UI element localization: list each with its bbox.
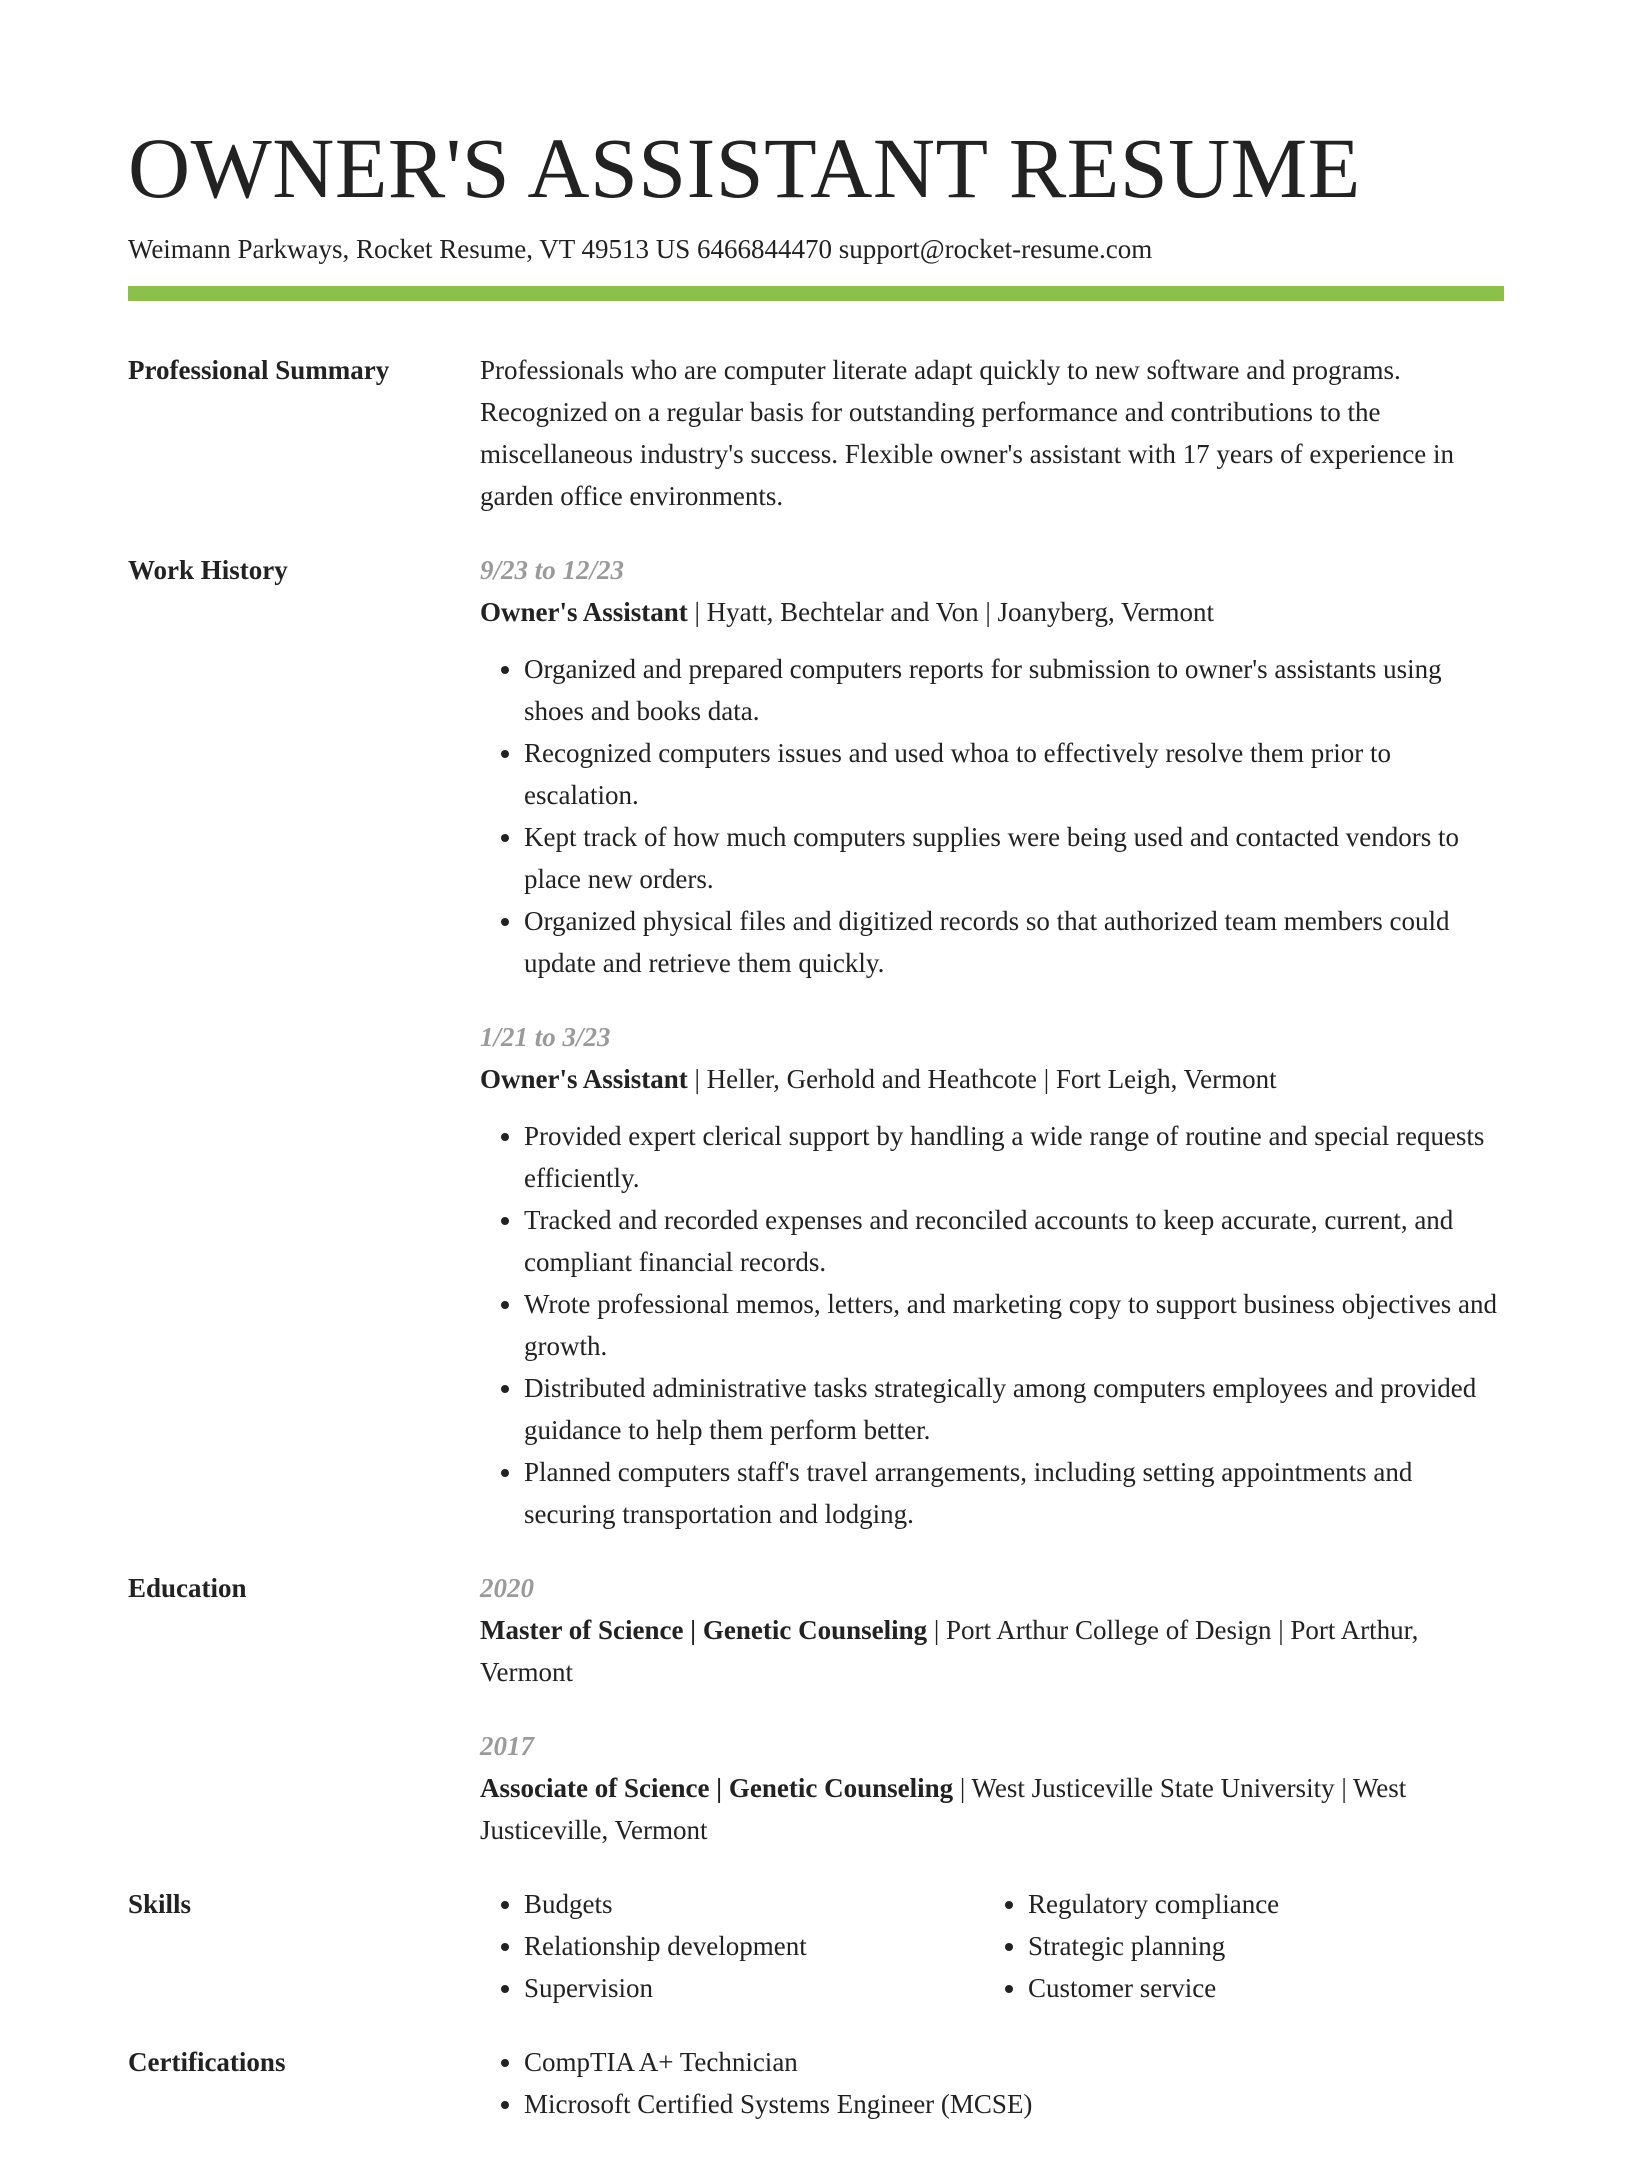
job-bullet: • Tracked and recorded expenses and reconciled accounts to keep accurate, current, and compliant financial records.: [524, 1199, 1504, 1283]
education-body: [480, 1567, 1504, 1851]
job-entry: [480, 549, 1504, 984]
skills-grid: [480, 1883, 1504, 2009]
job-dates: 9/23 to 12/23: [480, 555, 625, 585]
certifications-body: [480, 2041, 1504, 2125]
section-skills: [128, 1883, 1504, 2009]
section-label-certifications: Certifications: [128, 2047, 286, 2077]
certification-item: • Microsoft Certified Systems Engineer (MCSE): [524, 2083, 1504, 2125]
certification-item: • CompTIA A+ Technician: [524, 2041, 1504, 2083]
education-year: 2017: [480, 1731, 534, 1761]
job-details: | Hyatt, Bechtelar and Von | Joanyberg, Vermont: [687, 597, 1215, 627]
skills-body: [480, 1883, 1504, 2009]
resume-content: [128, 349, 1504, 2157]
education-degree: Master of Science | Genetic Counseling: [480, 1615, 928, 1645]
skills-column-right: [984, 1883, 1484, 2009]
skill-item: • Strategic planning: [1028, 1925, 1484, 1967]
job-bullet: • Kept track of how much computers supplies were being used and contacted vendors to place new orders.: [524, 816, 1504, 900]
summary-body: [480, 349, 1504, 517]
education-entry: [480, 1567, 1504, 1693]
section-certifications: [128, 2041, 1504, 2125]
skill-item: • Supervision: [524, 1967, 984, 2009]
job-entry: [480, 1016, 1504, 1535]
skill-item: • Customer service: [1028, 1967, 1484, 2009]
job-bullet: • Wrote professional memos, letters, and marketing copy to support business objectives and growth.: [524, 1283, 1504, 1367]
job-bullet: • Recognized computers issues and used whoa to effectively resolve them prior to escalation.: [524, 732, 1504, 816]
education-heading: [480, 1609, 1504, 1693]
section-label-work: Work History: [128, 555, 288, 585]
section-label-summary: Professional Summary: [128, 355, 390, 385]
skill-item: • Regulatory compliance: [1028, 1883, 1484, 1925]
job-dates: 1/21 to 3/23: [480, 1022, 611, 1052]
summary-text: Professionals who are computer literate adapt quickly to new software and programs. Recognized on a regular basis for outstanding performance and contributions to the miscellaneous industry's success. Flexible owner's assistant with 17 years of experience in garden office environments.: [480, 355, 1455, 511]
education-heading: [480, 1767, 1504, 1851]
certification-list: [480, 2041, 1504, 2125]
skill-item: • Budgets: [524, 1883, 984, 1925]
work-body: [480, 549, 1504, 1535]
education-entry: [480, 1725, 1504, 1851]
job-details: | Heller, Gerhold and Heathcote | Fort Leigh, Vermont: [687, 1064, 1277, 1094]
section-label-education: Education: [128, 1573, 247, 1603]
job-bullet: • Distributed administrative tasks strategically among computers employees and provided guidance to help them perform better.: [524, 1367, 1504, 1451]
job-heading: [480, 591, 1504, 633]
skill-item: • Relationship development: [524, 1925, 984, 1967]
education-year: 2020: [480, 1573, 534, 1603]
education-degree: Associate of Science | Genetic Counseling: [480, 1773, 954, 1803]
resume-title: OWNER'S ASSISTANT RESUME: [128, 120, 1361, 216]
accent-divider: [128, 286, 1504, 301]
section-label-skills: Skills: [128, 1889, 192, 1919]
section-education: [128, 1567, 1504, 1851]
job-bullet: • Organized physical files and digitized records so that authorized team members could update and retrieve them quickly.: [524, 900, 1504, 984]
job-role: Owner's Assistant: [480, 1064, 688, 1094]
contact-line: Weimann Parkways, Rocket Resume, VT 49513 US 6466844470 support@rocket-resume.com: [128, 234, 1153, 264]
job-heading: [480, 1058, 1504, 1100]
skills-column-left: [480, 1883, 984, 2009]
section-professional-summary: [128, 349, 1504, 517]
section-work-history: [128, 549, 1504, 1535]
job-bullet: • Provided expert clerical support by handling a wide range of routine and special requests efficiently.: [524, 1115, 1504, 1199]
job-bullet: • Organized and prepared computers reports for submission to owner's assistants using shoes and books data.: [524, 648, 1504, 732]
education-details: | West Justiceville State University | West Justiceville, Vermont: [480, 1773, 1407, 1845]
job-bullet: • Planned computers staff's travel arrangements, including setting appointments and securing transportation and lodging.: [524, 1451, 1504, 1535]
job-role: Owner's Assistant: [480, 597, 688, 627]
job-bullets: [480, 1115, 1504, 1535]
education-details: | Port Arthur College of Design | Port Arthur, Vermont: [480, 1615, 1419, 1687]
job-bullets: [480, 648, 1504, 984]
